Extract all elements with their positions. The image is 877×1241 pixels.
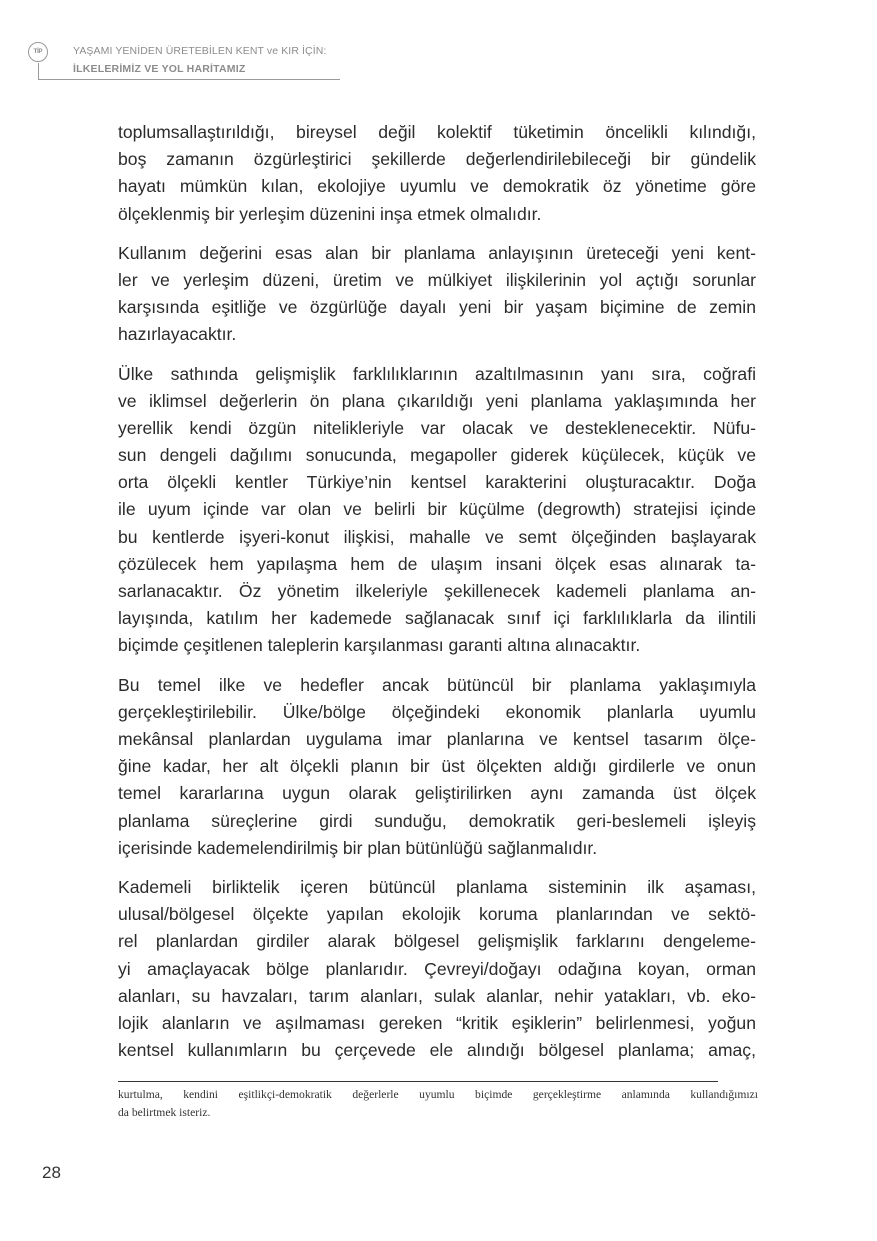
text-line: mekânsal planlardan uygulama imar planlarına ve kentsel tasarım ölçe- xyxy=(118,728,756,749)
text-line: planlama süreçlerine girdi sunduğu, demokratik geri-beslemeli işleyiş xyxy=(118,810,756,831)
text-line: sarlanacaktır. Öz yönetim ilkeleriyle şekillenecek kademeli planlama an- xyxy=(118,581,756,602)
footnote-line: kurtulma, kendini eşitlikçi-demokratik değerlerle uyumlu biçimde gerçekleştirme anlamında kullandığımızı xyxy=(118,1088,758,1101)
book-subtitle: İLKELERİMİZ VE YOL HARİTAMIZ xyxy=(73,63,246,75)
text-line: yi amaçlayacak bölge planlarıdır. Çevreyi/doğayı odağına koyan, orman xyxy=(118,958,756,979)
text-line: ler ve yerleşim düzeni, üretim ve mülkiyet ilişkilerinin yol açtığı sorunlar xyxy=(118,269,756,290)
text-line: ve iklimsel değerlerin ön plana çıkarıldığı yeni planlama yaklaşımında her xyxy=(118,390,756,411)
text-line: Bu temel ilke ve hedefler ancak bütüncül bir planlama yaklaşımıyla xyxy=(118,674,756,695)
running-header xyxy=(26,40,346,82)
text-line: layışında, katılım her kademede sağlanacak sınıf içi farklılıklarla da ilintili xyxy=(118,608,756,629)
paragraph-5 xyxy=(118,874,756,1064)
party-logo-icon xyxy=(28,42,48,62)
paragraph-3 xyxy=(118,361,756,660)
text-line: kentsel kullanımların bu çerçevede ele alındığı bölgesel planlama; amaç, xyxy=(118,1040,756,1061)
footnote-line: da belirtmek isteriz. xyxy=(118,1106,211,1119)
page-number: 28 xyxy=(42,1163,61,1182)
text-line: ile uyum içinde var olan ve belirli bir küçülme (degrowth) stratejisi içinde xyxy=(118,499,756,520)
footnote xyxy=(118,1086,758,1122)
text-line: hayatı mümkün kılan, ekolojiye uyumlu ve demokratik öz yönetime göre xyxy=(118,176,756,197)
text-line: rel planlardan girdiler alarak bölgesel gelişmişlik farklarını dengeleme- xyxy=(118,931,756,952)
text-line: orta ölçekli kentler Türkiye’nin kentsel karakterini oluşturacaktır. Doğa xyxy=(118,472,756,493)
header-rule xyxy=(38,79,340,80)
text-line: çözülecek hem yapılaşma hem de ulaşım insani ölçek esas alınarak ta- xyxy=(118,553,756,574)
footnote-separator xyxy=(118,1081,718,1082)
paragraph-1 xyxy=(118,119,756,228)
text-line: bu kentlerde işyeri-konut ilişkisi, mahalle ve semt ölçeğinden başlayarak xyxy=(118,526,756,547)
text-line: ölçeklenmiş bir yerleşim düzenini inşa etmek olmalıdır. xyxy=(118,203,542,224)
text-line: ğine kadar, her alt ölçekli planın bir üst ölçekten aldığı girdilerle ve onun xyxy=(118,756,756,777)
header-rule-vertical xyxy=(38,63,39,80)
logo-text: TİP xyxy=(33,49,43,55)
text-line: toplumsallaştırıldığı, bireysel değil kolektif tüketimin öncelikli kılındığı, xyxy=(118,122,756,142)
text-line: alanları, su havzaları, tarım alanları, sulak alanlar, nehir yatakları, vb. eko- xyxy=(118,985,756,1006)
text-line: hazırlayacaktır. xyxy=(118,324,237,345)
text-line: biçimde çeşitlenen taleplerin karşılanması garanti altına alınacaktır. xyxy=(118,635,641,656)
text-line: Kullanım değerini esas alan bir planlama anlayışının üreteceği yeni kent- xyxy=(118,242,756,263)
text-line: lojik alanların ve aşılmaması gereken “kritik eşiklerin” belirlenmesi, yoğun xyxy=(118,1012,756,1033)
text-line: karşısında eşitliğe ve özgürlüğe dayalı yeni bir yaşam biçimine de zemin xyxy=(118,297,756,318)
paragraph-4 xyxy=(118,672,756,862)
paragraph-2 xyxy=(118,240,756,349)
text-line: boş zamanın özgürleştirici şekillerde değerlendirilebileceği bir gündelik xyxy=(118,149,756,170)
text-line: içerisinde kademelendirilmiş bir plan bütünlüğü sağlanmalıdır. xyxy=(118,837,598,858)
text-line: temel kararlarına uygun olarak geliştirilirken aynı zamanda üst ölçek xyxy=(118,783,756,804)
text-line: yerellik kendi özgün nitelikleriyle var olacak ve desteklenecektir. Nüfu- xyxy=(118,417,756,438)
text-line: ulusal/bölgesel ölçekte yapılan ekolojik koruma planlarından ve sektö- xyxy=(118,904,756,925)
text-line: sun dengeli dağılımı sonucunda, megapoller giderek küçülecek, küçük ve xyxy=(118,445,756,466)
body-text xyxy=(118,119,756,1076)
text-line: Kademeli birliktelik içeren bütüncül planlama sisteminin ilk aşaması, xyxy=(118,876,756,897)
book-title: YAŞAMI YENİDEN ÜRETEBİLEN KENT ve KIR İÇİN: xyxy=(73,45,327,57)
text-line: gerçekleştirilebilir. Ülke/bölge ölçeğindeki ekonomik planlarla uyumlu xyxy=(118,701,756,722)
text-line: Ülke sathında gelişmişlik farklılıklarının azaltılmasının yanı sıra, coğrafi xyxy=(118,363,756,384)
